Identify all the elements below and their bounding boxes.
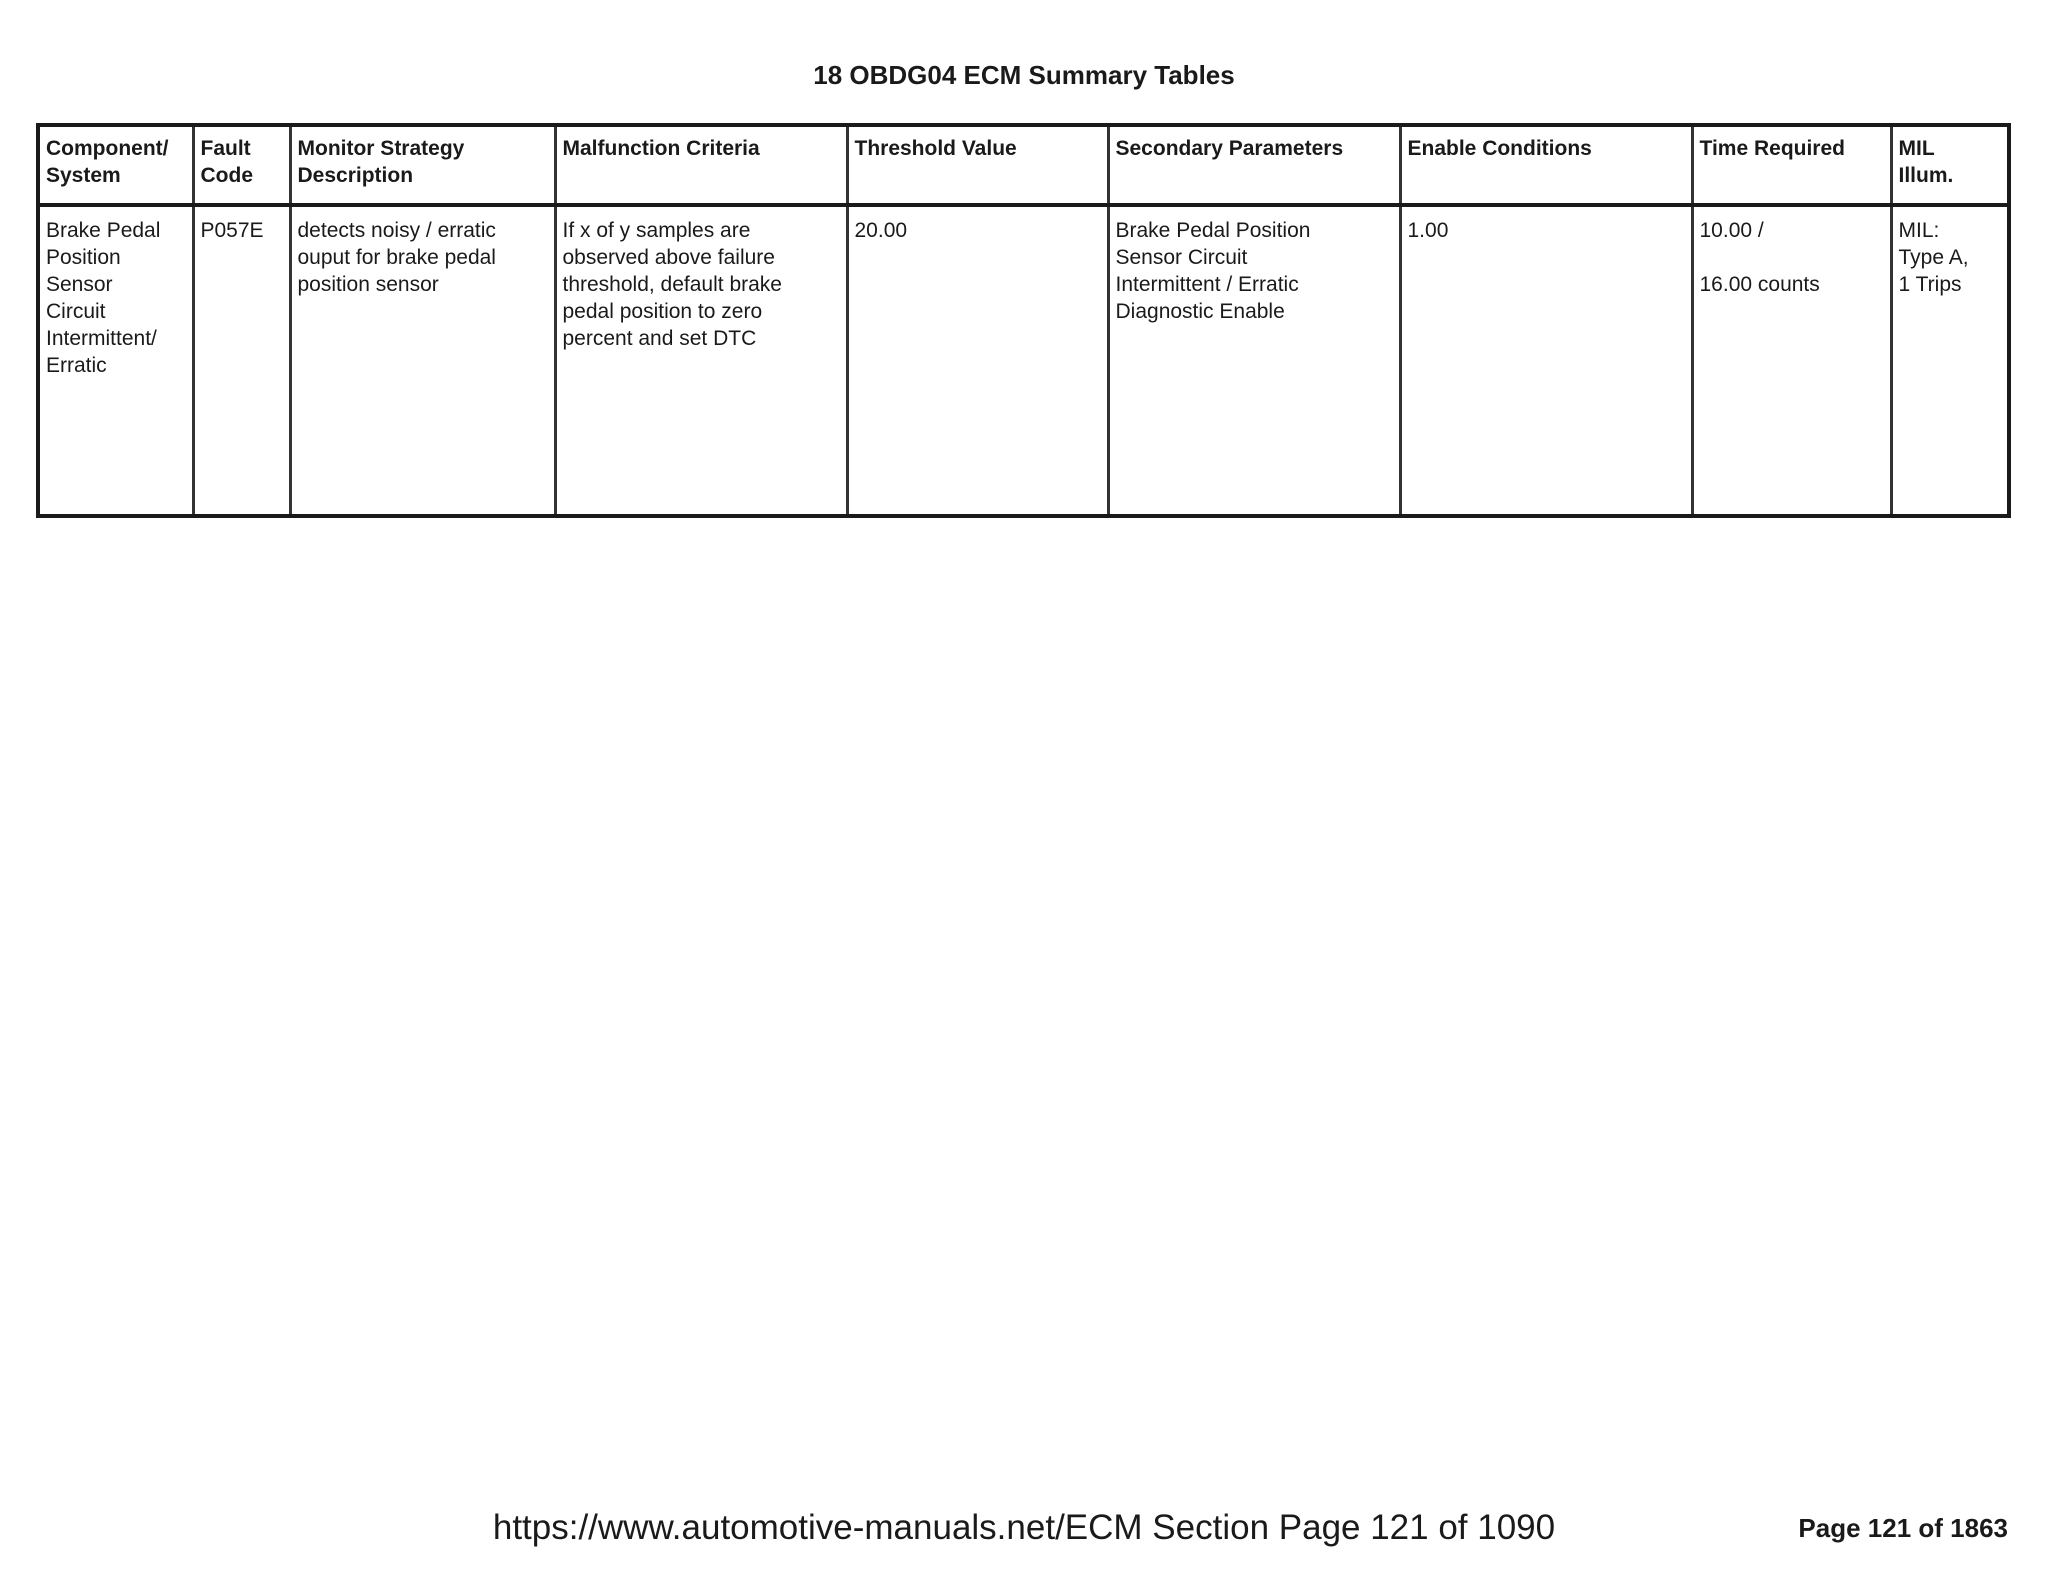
header-monitor-strategy: Monitor Strategy Description bbox=[290, 125, 555, 205]
cell-time-required: 10.00 / 16.00 counts bbox=[1692, 205, 1891, 516]
ecm-summary-table bbox=[36, 123, 2011, 518]
header-enable-conditions: Enable Conditions bbox=[1400, 125, 1692, 205]
document-title: 18 OBDG04 ECM Summary Tables bbox=[813, 60, 1235, 90]
cell-secondary-parameters: Brake Pedal Position Sensor Circuit Intermittent / Erratic Diagnostic Enable bbox=[1108, 205, 1400, 516]
footer-overlay-text: https://www.automotive-manuals.net/ECM Section Page 121 of 1090 bbox=[492, 1508, 1556, 1547]
header-time-required: Time Required bbox=[1692, 125, 1891, 205]
cell-threshold-value: 20.00 bbox=[847, 205, 1108, 516]
header-fault-code: Fault Code bbox=[193, 125, 290, 205]
page-number: Page 121 of 1863 bbox=[1798, 1513, 2008, 1543]
header-threshold-value: Threshold Value bbox=[847, 125, 1108, 205]
cell-fault-code: P057E bbox=[193, 205, 290, 516]
cell-malfunction-criteria: If x of y samples are observed above failure threshold, default brake pedal position to zero percent and set DTC bbox=[555, 205, 847, 516]
cell-component: Brake Pedal Position Sensor Circuit Intermittent/ Erratic bbox=[46, 219, 161, 377]
table-row bbox=[38, 205, 2009, 516]
header-malfunction-criteria: Malfunction Criteria bbox=[555, 125, 847, 205]
header-mil-illum: MIL Illum. bbox=[1891, 125, 2009, 205]
header-component-system: Component/ System bbox=[38, 125, 193, 205]
header-secondary-parameters: Secondary Parameters bbox=[1108, 125, 1400, 205]
cell-mil-illum: MIL: Type A, 1 Trips bbox=[1891, 205, 2009, 516]
cell-monitor-strategy: detects noisy / erratic ouput for brake pedal position sensor bbox=[290, 205, 555, 516]
cell-enable-conditions: 1.00 bbox=[1400, 205, 1692, 516]
table-header-row bbox=[38, 125, 2009, 205]
